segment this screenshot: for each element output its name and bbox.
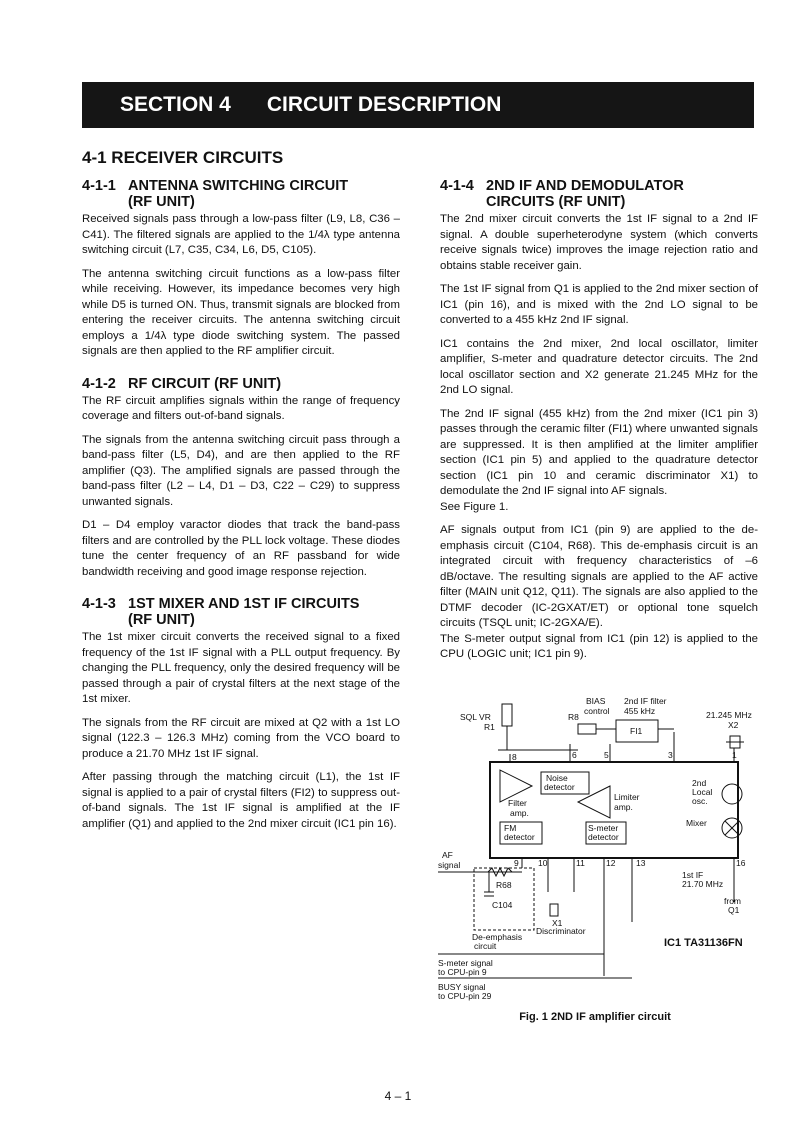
label-fi1: FI1 bbox=[630, 726, 643, 736]
page-number: 4 – 1 bbox=[384, 1089, 412, 1103]
pin-10: 10 bbox=[538, 858, 548, 868]
label-bias: BIAS bbox=[586, 696, 606, 706]
pin-1: 1 bbox=[732, 750, 737, 760]
label-2nd-if-filter: 2nd IF filter bbox=[624, 696, 667, 706]
label-de-emphasis-circuit: circuit bbox=[474, 941, 497, 951]
label-s-meter-signal: S-meter signal bbox=[438, 958, 493, 968]
paragraph: The S-meter output signal from IC1 (pin 12) is applied to the CPU (LOGIC unit; IC1 pin 9). bbox=[440, 632, 758, 660]
paragraph: See Figure 1. bbox=[440, 500, 509, 513]
paragraph: The 1st mixer circuit converts the received signal to a fixed frequency of the 1st IF signal with a PLL output frequency. By changing the PLL frequency, only the desired frequency will be passed through a pair of crystal filters at the next stage of the 1st mixer. bbox=[82, 631, 400, 705]
heading-number: 4-1-4 bbox=[440, 178, 474, 194]
heading-4-1-1 bbox=[82, 178, 400, 210]
heading-title: ANTENNA SWITCHING CIRCUIT bbox=[128, 178, 349, 194]
left-column bbox=[82, 178, 400, 840]
paragraph: AF signals output from IC1 (pin 9) are applied to the de-emphasis circuit (C104, R68). This de-emphasis circuit is an integrated circuit with frequency characteristics of –6 dB/octave. The resulting signals are applied to the AF active filter (MAIN unit Q12, Q11). The signals are also applied to the DTMF decoder (IC-2GXAT/ET) or optional tone squelch circuits (TSQL unit; IC-2GXA/E). bbox=[440, 524, 758, 629]
pin-11: 11 bbox=[576, 858, 585, 868]
paragraph: The antenna switching circuit functions as a low-pass filter while receiving. However, its impedance becomes very high while D5 is turned ON. Thus, transmit signals are blocked from entering the receiver circuits. The antenna switching circuit employs a 1/4λ type diode switching system. The passed signals are then applied to the RF amplifier circuit. bbox=[82, 267, 400, 357]
label-noise-detector: detector bbox=[544, 782, 575, 792]
label-fm-detector: detector bbox=[504, 832, 535, 842]
heading-sub: (RF UNIT) bbox=[128, 612, 195, 628]
label-r8: R8 bbox=[568, 712, 579, 722]
paragraph: IC1 contains the 2nd mixer, 2nd local oscillator, limiter amplifier, S-meter and quadrature detector circuits. The 2nd local oscillator section and X2 generate 21.245 MHz for the 2nd LO signal. bbox=[440, 337, 758, 396]
heading-number: 4-1-2 bbox=[82, 375, 116, 392]
label-af: AF bbox=[442, 850, 453, 860]
heading-4-1-3 bbox=[82, 596, 400, 628]
paragraph: D1 – D4 employ varactor diodes that track the band-pass filters and are controlled by the PLL lock voltage. These diodes tune the center frequency of an RF passband for wide bandwidth receiving and good image response rejection. bbox=[82, 519, 400, 578]
if-amplifier-schematic bbox=[438, 692, 758, 1022]
paragraph: After passing through the matching circuit (L1), the 1st IF signal is applied to a pair of crystal filters (FI2) to suppress out-of-band signals. The 1st IF signal is amplified at the IF amplifier (Q1) and applied to the 2nd mixer circuit (IC1 pin 16). bbox=[82, 771, 400, 830]
label-s-meter-to-cpu: to CPU-pin 9 bbox=[438, 967, 487, 977]
section-number: SECTION 4 bbox=[120, 93, 231, 116]
heading-4-1-4 bbox=[440, 178, 758, 210]
pin-5: 5 bbox=[604, 750, 609, 760]
figure-caption: Fig. 1 2ND IF amplifier circuit bbox=[519, 1011, 671, 1023]
label-s-meter-detector: detector bbox=[588, 832, 619, 842]
section-banner bbox=[82, 82, 754, 128]
heading-title: RF CIRCUIT (RF UNIT) bbox=[128, 375, 282, 392]
label-ic1: IC1 TA31136FN bbox=[664, 937, 743, 949]
pin-6: 6 bbox=[572, 750, 577, 760]
paragraph: The RF circuit amplifies signals within the range of frequency coverage and filters out-of-band signals. bbox=[82, 394, 400, 422]
label-x2: X2 bbox=[728, 720, 739, 730]
right-column bbox=[440, 178, 758, 671]
label-limiter-amp: amp. bbox=[614, 802, 633, 812]
pin-8: 8 bbox=[512, 752, 517, 762]
paragraph: The 2nd IF signal (455 kHz) from the 2nd mixer (IC1 pin 3) passes through the ceramic filter (FI1) where unwanted signals are suppressed. It is then amplified at the limiter amplifier section (IC1 pin 5) and applied to the quadrature detector section (IC1 pin 10 and ceramic discriminator X1) to demodulate the 2nd IF signal into AF signals. bbox=[440, 407, 758, 497]
label-fm: FM bbox=[504, 823, 517, 833]
pin-16: 16 bbox=[736, 858, 746, 868]
page-heading: 4-1 RECEIVER CIRCUITS bbox=[82, 148, 284, 167]
label-busy-to-cpu: to CPU-pin 29 bbox=[438, 991, 492, 1001]
label-filter: Filter bbox=[508, 798, 527, 808]
paragraph: The signals from the antenna switching circuit pass through a band-pass filter (L5, D4), and are then applied to the RF amplifier (Q3). The amplified signals are passed through the band-pass filter (L2 – L4, D1 – D3, C22 – C29) to suppress unwanted signals. bbox=[82, 433, 400, 508]
label-s-meter: S-meter bbox=[588, 823, 619, 833]
paragraph: The 1st IF signal from Q1 is applied to the 2nd mixer section of IC1 (pin 16), and is mixed with the 2nd LO signal to be converted to a 455 kHz 2nd IF signal. bbox=[440, 283, 758, 326]
label-filter-amp: amp. bbox=[510, 808, 529, 818]
label-1st-if: 1st IF bbox=[682, 870, 704, 880]
pin-13: 13 bbox=[636, 858, 646, 868]
label-x1: X1 bbox=[552, 918, 563, 928]
label-control: control bbox=[584, 706, 610, 716]
label-osc: osc. bbox=[692, 796, 708, 806]
label-x2-frequency: 21.245 MHz bbox=[706, 710, 752, 720]
heading-4-1-2 bbox=[82, 376, 400, 392]
heading-title: 1ST MIXER AND 1ST IF CIRCUITS bbox=[128, 596, 360, 612]
label-noise: Noise bbox=[546, 773, 568, 783]
pin-3: 3 bbox=[668, 750, 673, 760]
heading-number: 4-1-3 bbox=[82, 596, 116, 612]
heading-title: 2ND IF AND DEMODULATOR bbox=[486, 178, 684, 194]
label-de-emphasis: De-emphasis bbox=[472, 932, 523, 942]
label-from-q1: Q1 bbox=[728, 905, 740, 915]
paragraph: The signals from the RF circuit are mixed at Q2 with a 1st LO signal (122.3 – 126.3 MHz) coming from the VCO board to produce a 21.70 MHz 1st IF signal. bbox=[82, 716, 400, 760]
heading-sub: (RF UNIT) bbox=[128, 194, 195, 210]
pin-12: 12 bbox=[606, 858, 616, 868]
label-r1: R1 bbox=[484, 722, 495, 732]
heading-sub: CIRCUITS (RF UNIT) bbox=[486, 194, 626, 210]
section-title: CIRCUIT DESCRIPTION bbox=[266, 93, 502, 116]
heading-number: 4-1-1 bbox=[82, 178, 116, 194]
label-af-signal: signal bbox=[438, 860, 461, 870]
label-discriminator: Discriminator bbox=[536, 926, 586, 936]
label-sql-vr: SQL VR bbox=[460, 712, 491, 722]
label-osc-2nd: 2nd bbox=[692, 778, 707, 788]
label-osc-local: Local bbox=[692, 787, 713, 797]
label-limiter: Limiter bbox=[614, 792, 640, 802]
label-c104: C104 bbox=[492, 900, 513, 910]
label-busy-signal: BUSY signal bbox=[438, 982, 486, 992]
label-r68: R68 bbox=[496, 880, 512, 890]
label-455khz: 455 kHz bbox=[624, 706, 656, 716]
label-1st-if-frequency: 21.70 MHz bbox=[682, 879, 724, 889]
pin-9: 9 bbox=[514, 858, 519, 868]
label-mixer: Mixer bbox=[686, 818, 707, 828]
paragraph: Received signals pass through a low-pass filter (L9, L8, C36 – C41). The filtered signals are applied to the 1/4λ type antenna switching circuit (L7, C35, C34, L6, D5, C105). bbox=[82, 213, 400, 256]
label-from: from bbox=[724, 896, 741, 906]
paragraph: The 2nd mixer circuit converts the 1st IF signal to a 2nd IF signal. A double superheterodyne system (which converts receive signals twice) improves the image rejection ratio and obtains stable receiver gain. bbox=[440, 213, 758, 272]
